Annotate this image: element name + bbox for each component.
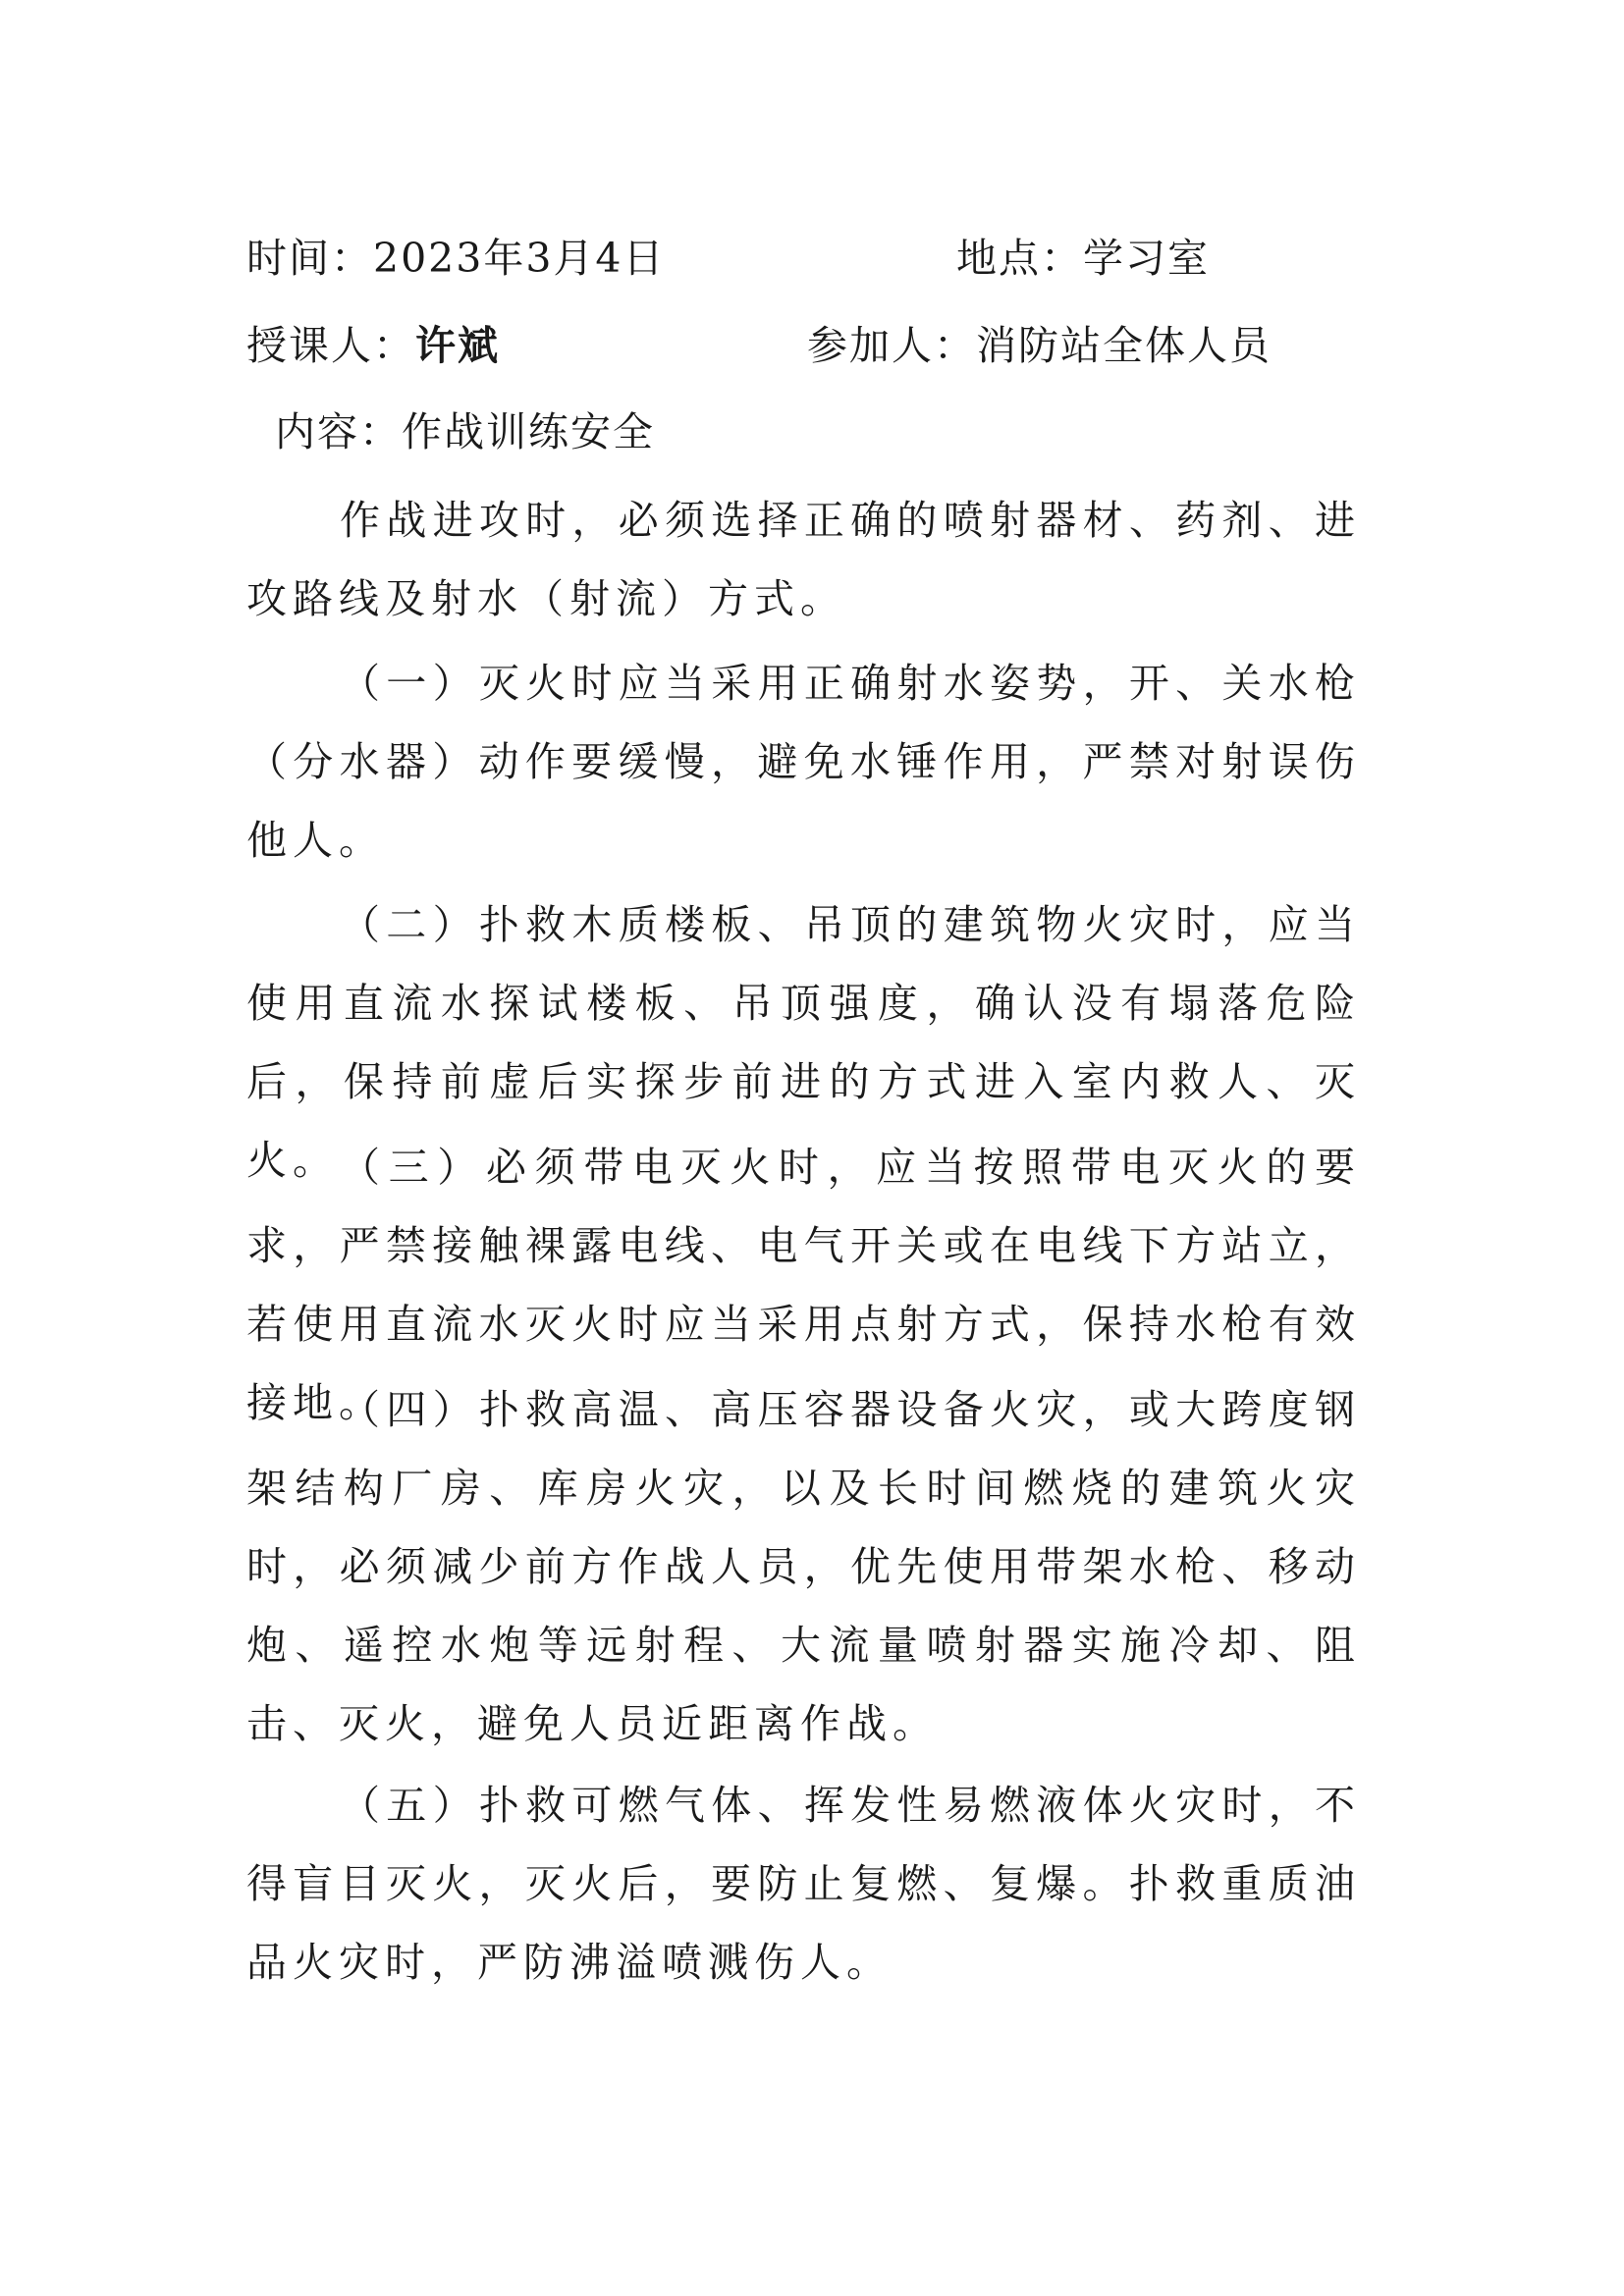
paragraph-item-5: （五）扑救可燃气体、挥发性易燃液体火灾时，不得盲目灭火，灭火后，要防止复燃、复爆。扑救重质油品火灾时，严防沸溢喷溅伤人。 xyxy=(246,1782,1361,1986)
instructor-label: 授课人： xyxy=(246,322,415,369)
paragraph-item-4: （四）扑救高温、高压容器设备火灾，或大跨度钢架结构厂房、库房火灾，以及长时间燃烧的建筑火灾时，必须减少前方作战人员，优先使用带架水枪、移动炮、遥控水炮等远射程、大流量喷射器实施冷却、阻击、灭火，避免人员近距离作战。 xyxy=(246,1386,1361,1747)
meta-row-content xyxy=(275,408,1389,455)
participants-field xyxy=(807,322,1272,369)
instructor-value: 许斌 xyxy=(415,322,500,369)
place-label: 地点： xyxy=(956,235,1083,282)
place-value: 学习室 xyxy=(1083,235,1210,282)
content-label: 内容： xyxy=(275,408,402,455)
meta-row-time-place xyxy=(246,235,1361,282)
paragraph-intro: 作战进攻时，必须选择正确的喷射器材、药剂、进攻路线及射水（射流）方式。 xyxy=(246,497,1361,622)
paragraph-item-1: （一）灭火时应当采用正确射水姿势，开、关水枪（分水器）动作要缓慢，避免水锤作用，严禁对射误伤他人。 xyxy=(246,660,1361,864)
paragraph-item-3: （三）必须带电灭火时，应当按照带电灭火的要求，严禁接触裸露电线、电气开关或在电线下方站立，若使用直流水灭火时应当采用点射方式，保持水枪有效接地。 xyxy=(246,1144,1361,1426)
participants-label: 参加人： xyxy=(807,322,976,369)
time-value: 2023年3月4日 xyxy=(373,235,666,282)
participants-value: 消防站全体人员 xyxy=(976,322,1272,369)
content-value: 作战训练安全 xyxy=(402,408,655,455)
meta-row-instructor-participants xyxy=(246,322,1361,369)
time-label: 时间： xyxy=(246,235,373,282)
paragraph-item-2: （二）扑救木质楼板、吊顶的建筑物火灾时，应当使用直流水探试楼板、吊顶强度，确认没有塌落危险后，保持前虚后实探步前进的方式进入室内救人、灭火。 xyxy=(246,901,1361,1184)
place-field xyxy=(956,235,1210,282)
